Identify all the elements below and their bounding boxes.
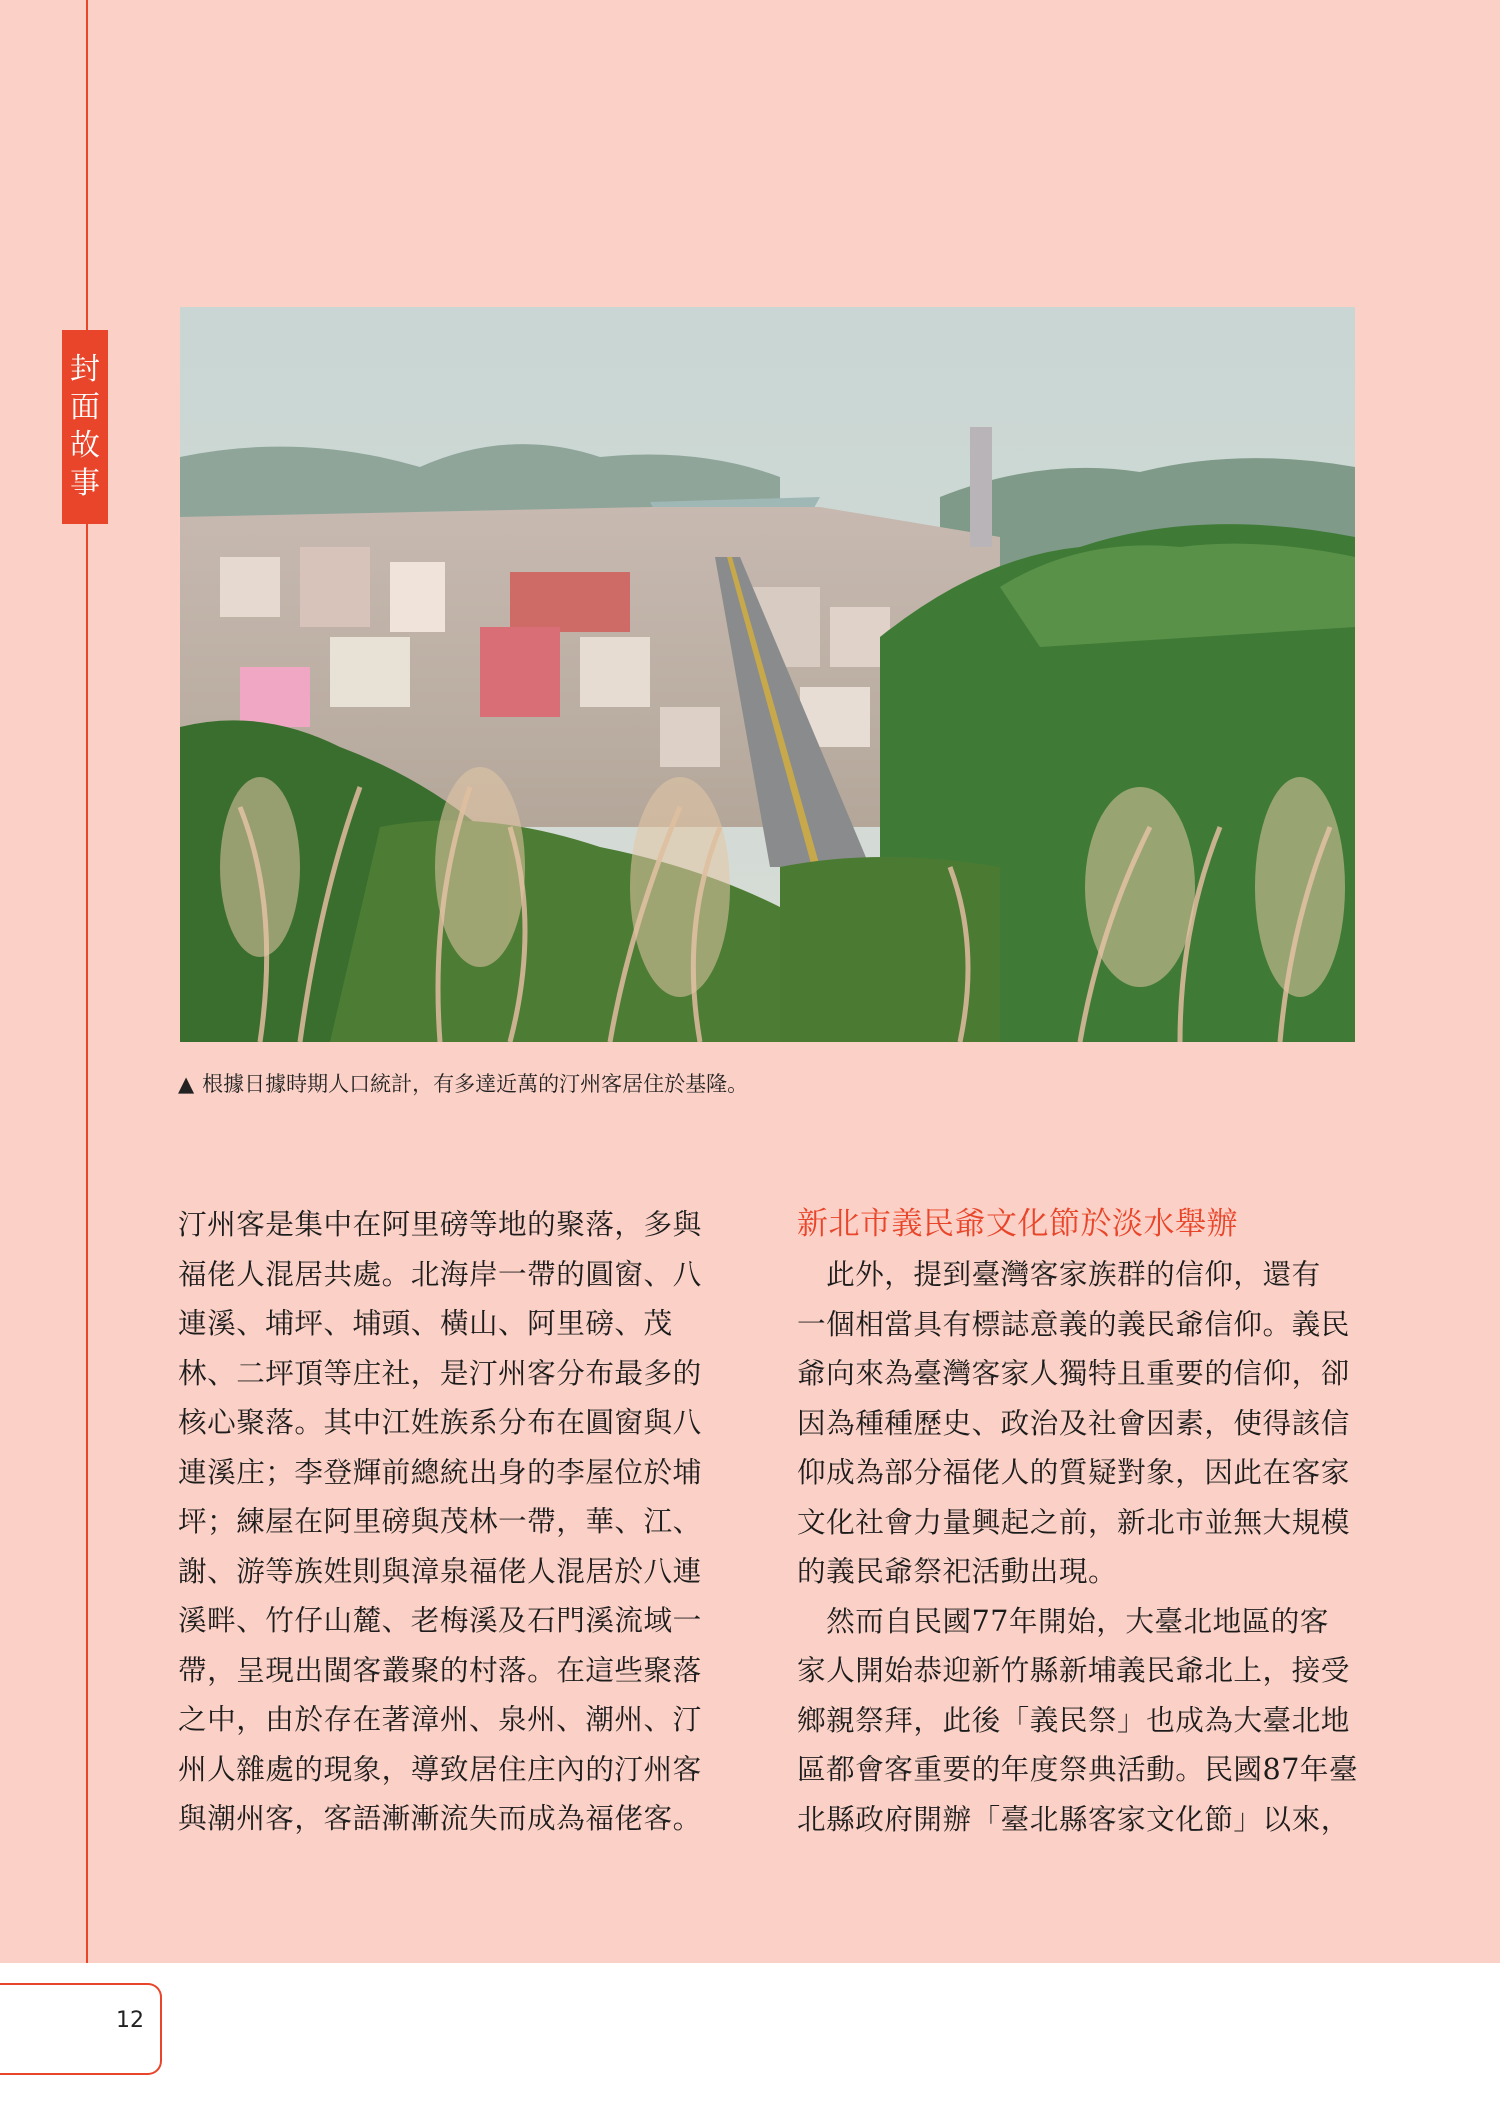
section-tab-char: 面 — [70, 390, 100, 425]
left-article-column — [178, 1200, 763, 1844]
photo-caption-text: 根據日據時期人口統計，有多達近萬的汀州客居住於基隆。 — [202, 1072, 749, 1096]
photo-caption — [178, 1068, 748, 1098]
right-article-column — [797, 1200, 1362, 1844]
left-margin-rule — [86, 524, 88, 1963]
section-tab-char: 事 — [70, 466, 100, 501]
section-tab-char: 故 — [70, 428, 100, 463]
keelung-city-photo — [180, 307, 1355, 1042]
section-tab-cover-story — [62, 330, 108, 524]
right-paragraph-1: 此外，提到臺灣客家族群的信仰，還有 一個相當具有標誌意義的義民爺信仰。義民 爺向來為臺灣客家人獨特且重要的信仰，卻 因為種種歷史、政治及社會因素，使得該信 仰成為部分福佬人的質疑對象，因此在客家 文化社會力量興起之前，新北市並無大規模 的義民爺祭祀活動出現。 — [797, 1257, 1350, 1588]
page-number: 12 — [116, 2008, 144, 2033]
left-paragraph: 汀州客是集中在阿里磅等地的聚落，多與 福佬人混居共處。北海岸一帶的圓窗、八 連溪、埔坪、埔頭、橫山、阿里磅、茂 林、二坪頂等庄社，是汀州客分布最多的 核心聚落。其中江姓族系分布在圓窗與八 連溪庄；李登輝前總統出身的李屋位於埔 坪；練屋在阿里磅與茂林一帶，華、江、 謝、游等族姓則與漳泉福佬人混居於八連 溪畔、竹仔山麓、老梅溪及石門溪流域一 帶，呈現出閩客叢聚的村落。在這些聚落 之中，由於存在著漳州、泉州、潮州、汀 州人雜處的現象，導致居住庄內的汀州客 與潮州客，客語漸漸流失而成為福佬客。 — [178, 1207, 702, 1835]
caption-triangle-icon: ▲ — [178, 1072, 195, 1096]
section-tab-char: 封 — [70, 352, 100, 387]
right-paragraph-2: 然而自民國77年開始，大臺北地區的客 家人開始恭迎新竹縣新埔義民爺北上，接受 鄉親祭拜，此後「義民祭」也成為大臺北地 區都會客重要的年度祭典活動。民國87年臺 北縣政府開辦「臺北縣客家文化節」以來， — [797, 1603, 1359, 1836]
left-margin-rule — [86, 0, 88, 330]
section-heading: 新北市義民爺文化節於淡水舉辦 — [797, 1206, 1238, 1242]
